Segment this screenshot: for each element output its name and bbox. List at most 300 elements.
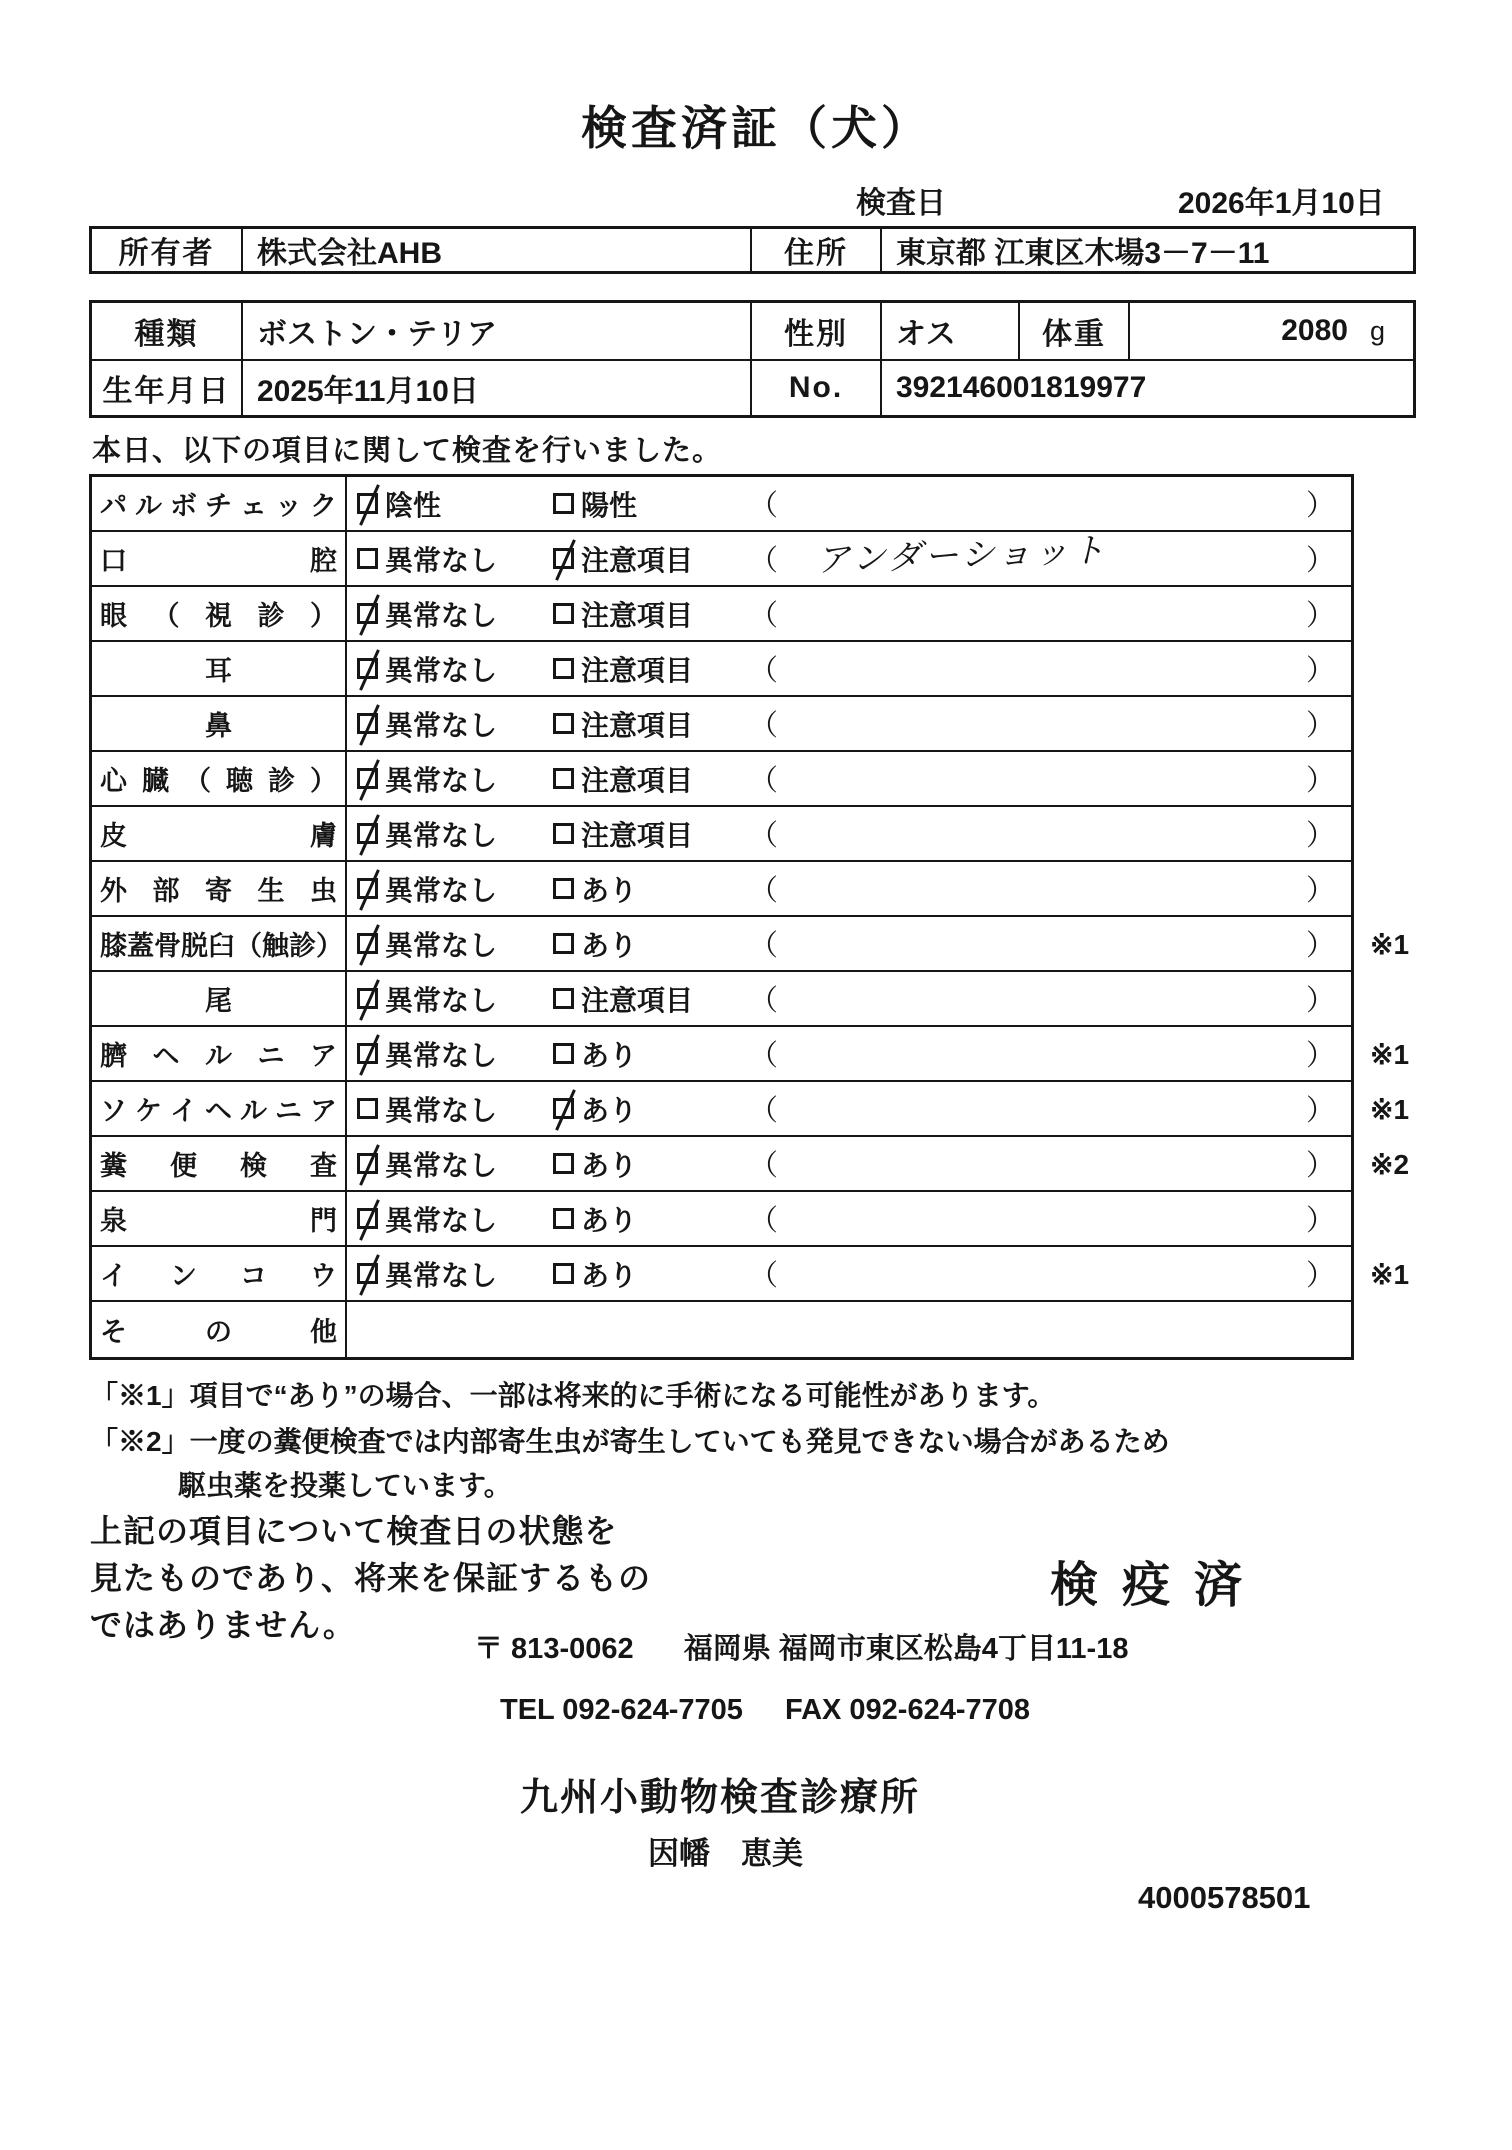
- clinic-tel: TEL 092-624-7705: [500, 1694, 743, 1726]
- remark-value: [778, 888, 1306, 889]
- label-char: ア: [310, 1096, 337, 1126]
- option-label: あり: [581, 929, 638, 961]
- checklist-row-body: [347, 1302, 1351, 1357]
- checklist-option: [347, 1034, 553, 1074]
- label-char: ヘ: [205, 1096, 232, 1126]
- checkbox-icon: [357, 1098, 378, 1119]
- label-char: 生: [257, 876, 285, 906]
- checkbox-icon: [553, 1263, 574, 1284]
- label-char: の: [205, 1317, 232, 1347]
- close-paren: ）: [1305, 930, 1335, 962]
- checklist-row: [92, 1137, 1410, 1192]
- label-char: チ: [205, 491, 232, 521]
- option-label: 異常なし: [385, 599, 498, 631]
- option-label: 注意項目: [581, 709, 694, 741]
- remark-field: [745, 978, 1351, 1019]
- label-char: 検: [240, 1151, 267, 1181]
- remark-value: [778, 1163, 1306, 1164]
- checklist-row-label: [92, 862, 347, 915]
- checklist-row-body: [347, 1137, 1351, 1190]
- label-char: 門: [310, 1206, 337, 1236]
- checkbox-icon: [553, 1043, 574, 1064]
- checklist-option: [553, 814, 745, 854]
- checklist-row-label: [92, 697, 347, 750]
- checklist-row-label: [92, 917, 347, 970]
- checklist-option: [553, 649, 745, 689]
- open-paren: （: [749, 600, 779, 632]
- label-char: ル: [135, 491, 162, 521]
- checklist-option: [553, 924, 745, 964]
- checkbox-icon: [553, 603, 574, 624]
- clinic-address: 福岡県 福岡市東区松島4丁目11-18: [683, 1633, 1129, 1665]
- remark-value: [778, 943, 1306, 944]
- open-paren: （: [749, 1205, 779, 1237]
- remark-value: アンダーショット: [815, 531, 1109, 580]
- label-char: ウ: [310, 1261, 337, 1291]
- clinic-fax: FAX 092-624-7708: [784, 1694, 1031, 1726]
- close-paren: ）: [1305, 600, 1335, 632]
- checklist-row-label: [92, 1137, 347, 1190]
- checkbox-icon: [553, 878, 574, 899]
- checklist-row-label: [92, 1192, 347, 1245]
- label-char: 診: [257, 601, 285, 631]
- option-label: 異常なし: [385, 819, 498, 851]
- option-label: 異常なし: [385, 1149, 498, 1181]
- checkbox-checked-icon: [357, 1043, 378, 1064]
- checkbox-checked-icon: [357, 658, 378, 679]
- owner-value: 株式会社AHB: [243, 229, 752, 271]
- remark-field: [745, 758, 1351, 799]
- checklist-option: [553, 1254, 745, 1294]
- label-char: ヘ: [152, 1041, 180, 1071]
- checkbox-checked-icon: [553, 1098, 574, 1119]
- checklist-row-label: [92, 1027, 347, 1080]
- remark-value: [778, 503, 1306, 504]
- checkbox-checked-icon: [357, 603, 378, 624]
- label-char: 便: [170, 1151, 197, 1181]
- checklist-row-body: [347, 1247, 1351, 1300]
- no-value: 392146001819977: [896, 371, 1147, 404]
- open-paren: （: [749, 985, 779, 1017]
- label-char: 臓: [142, 766, 169, 796]
- checkbox-checked-icon: [357, 1263, 378, 1284]
- label-char: ソ: [100, 1096, 127, 1126]
- checklist-option: [347, 924, 553, 964]
- label-char: 尾: [205, 986, 232, 1016]
- remark-field: [745, 531, 1351, 583]
- label-char: 臼: [208, 931, 235, 961]
- label-char: 脱: [181, 931, 208, 961]
- weight-unit: g: [1369, 315, 1385, 346]
- reference-mark: ※1: [1370, 929, 1410, 960]
- checklist-row-label: [92, 972, 347, 1025]
- checklist-row-body: [347, 972, 1351, 1025]
- label-char: イ: [100, 1261, 127, 1291]
- option-label: 注意項目: [581, 599, 694, 631]
- reference-mark: ※2: [1370, 1149, 1410, 1180]
- option-label: あり: [581, 874, 638, 906]
- label-char: 他: [310, 1317, 337, 1347]
- label-char: パ: [100, 491, 127, 521]
- checklist-option: [347, 814, 553, 854]
- checklist-row-body: [347, 807, 1351, 860]
- clinic-postal-line: [474, 1626, 1128, 1667]
- birthdate-label: 生年月日: [92, 361, 243, 415]
- clinic-postal-code: 〒 813-0062: [474, 1633, 634, 1665]
- option-label: 注意項目: [581, 654, 694, 686]
- label-char: ル: [240, 1096, 267, 1126]
- reference-mark: ※1: [1370, 1094, 1410, 1125]
- checklist-option: [553, 704, 745, 744]
- remark-value: [778, 1053, 1306, 1054]
- checklist-row: [92, 917, 1410, 972]
- birthdate-value: 2025年11月10日: [243, 361, 752, 415]
- label-char: 腔: [310, 546, 337, 576]
- open-paren: （: [749, 1260, 779, 1292]
- option-label: あり: [581, 1039, 638, 1071]
- checkbox-checked-icon: [357, 1208, 378, 1229]
- checkbox-checked-icon: [357, 878, 378, 899]
- owner-label: 所有者: [92, 229, 243, 271]
- checkbox-checked-icon: [357, 988, 378, 1009]
- option-label: 異常なし: [385, 764, 498, 796]
- weight-label: 体重: [1020, 303, 1130, 359]
- label-char: ボ: [170, 491, 197, 521]
- checklist-option: [553, 484, 745, 524]
- checklist-row-label: [92, 587, 347, 640]
- label-char: ン: [170, 1261, 197, 1291]
- label-char: ェ: [240, 491, 267, 521]
- info-table: [89, 300, 1416, 418]
- breed-label: 種類: [92, 303, 243, 359]
- remark-field: [745, 1033, 1351, 1074]
- label-char: ア: [310, 1041, 337, 1071]
- label-char: 口: [100, 546, 127, 576]
- option-label: あり: [581, 1094, 638, 1126]
- checklist-row-body: [347, 532, 1351, 585]
- inspection-date-value: 2026年1月10日: [1178, 187, 1385, 220]
- checklist-option: [347, 1199, 553, 1239]
- checklist-row: [92, 972, 1351, 1027]
- checklist-row: [92, 1302, 1351, 1357]
- info-row-2: [92, 359, 1413, 415]
- disclaimer-line3: ではありません。: [90, 1607, 356, 1643]
- label-char: 糞: [100, 1151, 127, 1181]
- label-char: 眼: [100, 601, 127, 631]
- checklist-option: [553, 869, 745, 909]
- reference-mark: ※1: [1370, 1039, 1410, 1070]
- close-paren: ）: [1305, 1150, 1335, 1182]
- checklist-row: [92, 807, 1351, 862]
- label-char: 診: [268, 766, 295, 796]
- reference-mark: ※1: [1370, 1259, 1410, 1290]
- checklist-row-body: [347, 917, 1351, 970]
- label-char: ケ: [135, 1096, 162, 1126]
- checkbox-icon: [553, 933, 574, 954]
- label-char: 外: [100, 876, 127, 906]
- checkbox-checked-icon: [357, 933, 378, 954]
- checklist-option: [553, 759, 745, 799]
- checklist-option: [553, 1034, 745, 1074]
- checkbox-icon: [553, 1208, 574, 1229]
- checklist-table: [89, 474, 1410, 1360]
- checklist-option: [347, 869, 553, 909]
- weight-value: 2080: [1281, 314, 1348, 347]
- option-label: 異常なし: [385, 1094, 498, 1126]
- remark-value: [778, 833, 1306, 834]
- remark-field: [745, 703, 1351, 744]
- label-char: ニ: [257, 1041, 285, 1071]
- close-paren: ）: [1305, 1260, 1335, 1292]
- remark-field: [745, 868, 1351, 909]
- checklist-option: [347, 1254, 553, 1294]
- label-char: 触: [262, 931, 289, 961]
- open-paren: （: [749, 1095, 779, 1127]
- option-label: 陰性: [385, 489, 442, 521]
- checklist-row: [92, 532, 1351, 587]
- label-char: ク: [310, 491, 337, 521]
- close-paren: ）: [1305, 545, 1335, 577]
- checkbox-icon: [553, 823, 574, 844]
- disclaimer-line1: 上記の項目について検査日の状態を: [90, 1513, 618, 1549]
- checklist-option: [347, 759, 553, 799]
- remark-value: [778, 1218, 1306, 1219]
- open-paren: （: [749, 545, 779, 577]
- checklist-option: [553, 1144, 745, 1184]
- option-label: 注意項目: [581, 819, 694, 851]
- open-paren: （: [749, 875, 779, 907]
- checklist-row-body: [347, 1192, 1351, 1245]
- open-paren: （: [749, 930, 779, 962]
- clinic-tel-line: [500, 1694, 1030, 1727]
- checkbox-checked-icon: [357, 713, 378, 734]
- checklist-option: [347, 484, 553, 524]
- checklist-option: [347, 649, 553, 689]
- checklist-row-label: [92, 1082, 347, 1135]
- label-char: （: [235, 931, 262, 961]
- option-label: 異常なし: [385, 929, 498, 961]
- open-paren: （: [749, 765, 779, 797]
- address-value: 東京都 江東区木場3－7－11: [896, 237, 1270, 270]
- checklist-option: [553, 539, 745, 579]
- label-char: 査: [310, 1151, 337, 1181]
- remark-field: [745, 1143, 1351, 1184]
- label-char: 視: [205, 601, 232, 631]
- checklist-row: [92, 1027, 1410, 1082]
- label-char: 虫: [310, 876, 337, 906]
- address-label: 住所: [752, 229, 882, 271]
- open-paren: （: [749, 490, 779, 522]
- remark-field: [745, 923, 1351, 964]
- remark-value: [778, 613, 1306, 614]
- breed-value: ボストン・テリア: [243, 303, 752, 359]
- label-char: 骨: [154, 931, 181, 961]
- serial-number: 4000578501: [1138, 1880, 1311, 1915]
- label-char: ）: [310, 601, 337, 631]
- label-char: イ: [170, 1096, 197, 1126]
- label-char: コ: [240, 1261, 267, 1291]
- checkbox-icon: [553, 988, 574, 1009]
- checklist-row-body: [347, 1027, 1351, 1080]
- checkbox-checked-icon: [357, 823, 378, 844]
- info-row-1: [92, 303, 1413, 359]
- open-paren: （: [749, 820, 779, 852]
- weight-cell: [1130, 303, 1413, 359]
- option-label: 異常なし: [385, 1204, 498, 1236]
- remark-field: [745, 1198, 1351, 1239]
- close-paren: ）: [1305, 985, 1335, 1017]
- remark-field: [745, 1253, 1351, 1294]
- checklist-row-label: [92, 807, 347, 860]
- sex-label: 性別: [752, 303, 882, 359]
- option-label: あり: [581, 1149, 638, 1181]
- remark-value: [778, 1273, 1306, 1274]
- footnote-1: 「※1」項目で“あり”の場合、一部は将来的に手術になる可能性があります。: [90, 1380, 1056, 1411]
- checklist-row-label: [92, 1302, 347, 1357]
- checklist-row-label: [92, 477, 347, 530]
- no-label: No.: [752, 361, 882, 415]
- checklist-option: [347, 1144, 553, 1184]
- checklist-row-label: [92, 642, 347, 695]
- label-char: 鼻: [205, 711, 232, 741]
- option-label: 注意項目: [581, 984, 694, 1016]
- remark-value: [778, 668, 1306, 669]
- close-paren: ）: [1305, 710, 1335, 742]
- option-label: 異常なし: [385, 1039, 498, 1071]
- checkbox-icon: [553, 658, 574, 679]
- quarantine-stamp: 検疫済: [1050, 1559, 1267, 1612]
- label-char: （: [184, 766, 211, 796]
- remark-field: [745, 593, 1351, 634]
- close-paren: ）: [1305, 1040, 1335, 1072]
- remark-value: [778, 723, 1306, 724]
- checklist-option: [347, 1089, 553, 1129]
- label-char: ）: [310, 766, 337, 796]
- label-char: ッ: [275, 491, 302, 521]
- label-char: （: [152, 601, 180, 631]
- option-label: 異常なし: [385, 654, 498, 686]
- label-char: 臍: [100, 1041, 127, 1071]
- label-char: 膝: [100, 931, 127, 961]
- checkbox-icon: [553, 493, 574, 514]
- option-label: 異常なし: [385, 709, 498, 741]
- close-paren: ）: [1305, 490, 1335, 522]
- option-label: 注意項目: [581, 544, 694, 576]
- close-paren: ）: [1305, 1095, 1335, 1127]
- checkbox-icon: [357, 548, 378, 569]
- label-char: 診: [289, 931, 316, 961]
- checklist-row-body: [347, 1082, 1351, 1135]
- checklist-row-body: [347, 752, 1351, 805]
- checklist-row: [92, 1082, 1410, 1137]
- checklist-row-body: [347, 642, 1351, 695]
- open-paren: （: [749, 1150, 779, 1182]
- checklist-option: [553, 1089, 745, 1129]
- open-paren: （: [749, 710, 779, 742]
- checklist-row-body: [347, 587, 1351, 640]
- checklist-option: [553, 1199, 745, 1239]
- checklist-row: [92, 1192, 1351, 1247]
- close-paren: ）: [1305, 765, 1335, 797]
- disclaimer-line2: 見たものであり、将来を保証するもの: [90, 1560, 652, 1596]
- option-label: 異常なし: [385, 1259, 498, 1291]
- label-char: ル: [205, 1041, 232, 1071]
- close-paren: ）: [1305, 1205, 1335, 1237]
- checklist-option: [347, 979, 553, 1019]
- option-label: 異常なし: [385, 544, 498, 576]
- checkbox-icon: [553, 1153, 574, 1174]
- sex-value: オス: [882, 303, 1020, 359]
- checkbox-checked-icon: [357, 493, 378, 514]
- checkbox-icon: [553, 768, 574, 789]
- footnote-2-line1: 「※2」一度の糞便検査では内部寄生虫が寄生していても発見できない場合があるため: [90, 1426, 1170, 1457]
- checklist-row-label: [92, 1247, 347, 1300]
- checklist-row: [92, 697, 1351, 752]
- close-paren: ）: [1305, 875, 1335, 907]
- remark-field: [745, 648, 1351, 689]
- label-char: 部: [152, 876, 180, 906]
- checklist-row-body: [347, 697, 1351, 750]
- label-char: そ: [100, 1317, 127, 1347]
- open-paren: （: [749, 1040, 779, 1072]
- checklist-row-label: [92, 532, 347, 585]
- remark-value: [778, 1108, 1306, 1109]
- clinic-person-name: 因幡 恵美: [648, 1836, 803, 1871]
- label-char: 心: [100, 766, 127, 796]
- footnote-2-line2: 駆虫薬を投薬しています。: [178, 1470, 512, 1501]
- checklist-option: [347, 539, 553, 579]
- option-label: あり: [581, 1259, 638, 1291]
- option-label: あり: [581, 1204, 638, 1236]
- label-char: 蓋: [127, 931, 154, 961]
- label-char: ニ: [275, 1096, 302, 1126]
- checkbox-checked-icon: [357, 1153, 378, 1174]
- remark-field: [745, 813, 1351, 854]
- checklist-option: [553, 594, 745, 634]
- option-label: 異常なし: [385, 984, 498, 1016]
- checklist-row: [92, 862, 1351, 917]
- intro-text: 本日、以下の項目に関して検査を行いました。: [92, 435, 723, 467]
- clinic-name: 九州小動物検査診療所: [520, 1777, 921, 1819]
- label-char: ）: [316, 931, 343, 961]
- checkbox-checked-icon: [553, 548, 574, 569]
- checklist-option: [347, 704, 553, 744]
- open-paren: （: [749, 655, 779, 687]
- label-char: 膚: [310, 821, 337, 851]
- label-char: 耳: [205, 656, 232, 686]
- label-char: 寄: [205, 876, 232, 906]
- checkbox-icon: [553, 713, 574, 734]
- remark-value: [778, 778, 1306, 779]
- label-char: 泉: [100, 1206, 127, 1236]
- remark-value: [778, 998, 1306, 999]
- checklist-row-label: [92, 752, 347, 805]
- label-char: 聴: [226, 766, 253, 796]
- close-paren: ）: [1305, 820, 1335, 852]
- checklist-option: [347, 594, 553, 634]
- owner-table: [89, 226, 1416, 274]
- checklist-row: [92, 752, 1351, 807]
- checklist-row: [92, 642, 1351, 697]
- option-label: 異常なし: [385, 874, 498, 906]
- label-char: 皮: [100, 821, 127, 851]
- checklist-row: [92, 1247, 1410, 1302]
- remark-field: [745, 1088, 1351, 1129]
- checklist-row-body: [347, 862, 1351, 915]
- close-paren: ）: [1305, 655, 1335, 687]
- document-title: 検査済証（犬）: [581, 102, 931, 154]
- checklist-row: [92, 587, 1351, 642]
